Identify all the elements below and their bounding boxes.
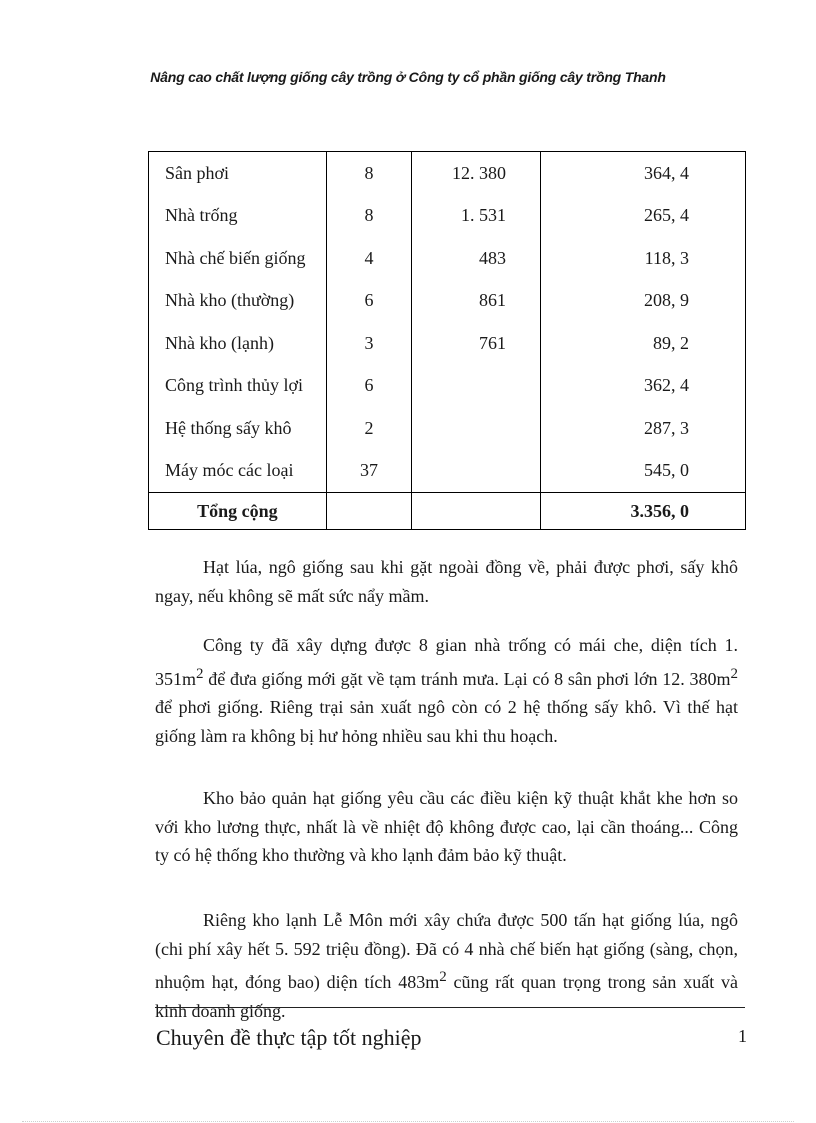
paragraph-cold-storage-part2: cũng rất quan trọng trong sản xuất và kinh doanh giống. bbox=[155, 972, 738, 1021]
total-row bbox=[149, 493, 746, 530]
superscript: 2 bbox=[196, 665, 204, 682]
area-cell: 761 bbox=[412, 322, 541, 365]
quantity-cell: 37 bbox=[326, 450, 412, 493]
area-cell bbox=[412, 493, 541, 530]
item-cell: Máy móc các loại bbox=[149, 450, 327, 493]
quantity-cell: 6 bbox=[326, 365, 412, 408]
area-cell bbox=[412, 407, 541, 450]
item-cell: Nhà kho (thường) bbox=[149, 280, 327, 323]
value-cell: 208, 9 bbox=[540, 280, 745, 323]
footer-title: Chuyên đề thực tập tốt nghiệp bbox=[156, 1025, 422, 1050]
quantity-cell: 2 bbox=[326, 407, 412, 450]
table-row bbox=[149, 322, 746, 365]
quantity-cell: 6 bbox=[326, 280, 412, 323]
area-cell: 861 bbox=[412, 280, 541, 323]
quantity-cell: 3 bbox=[326, 322, 412, 365]
item-cell: Nhà trống bbox=[149, 195, 327, 238]
paragraph-cold-storage-part1: Riêng kho lạnh Lễ Môn mới xây chứa được 500 tấn hạt giống lúa, ngô (chi phí xây hết 5. 592 triệu đồng). Đã có 4 nhà chế biến hạt giống (sàng, chọn, nhuộm hạt, đóng bao) diện tích 483m bbox=[155, 910, 738, 992]
table-row bbox=[149, 365, 746, 408]
area-cell: 1. 531 bbox=[412, 195, 541, 238]
paragraph-storage: Kho bảo quản hạt giống yêu cầu các điều kiện kỹ thuật khắt khe hơn so với kho lương thực, nhất là về nhiệt độ không được cao, lại cần thoáng... Công ty có hệ thống kho thường và kho lạnh đảm bảo kỹ thuật. bbox=[155, 788, 738, 865]
page-edge-dotted-line bbox=[22, 1121, 794, 1122]
asset-table bbox=[148, 151, 746, 530]
value-cell: 265, 4 bbox=[540, 195, 745, 238]
item-cell: Nhà chế biến giống bbox=[149, 237, 327, 280]
table-row bbox=[149, 450, 746, 493]
item-cell: Nhà kho (lạnh) bbox=[149, 322, 327, 365]
item-cell: Sân phơi bbox=[149, 152, 327, 195]
table-row bbox=[149, 152, 746, 195]
value-cell: 287, 3 bbox=[540, 407, 745, 450]
area-cell: 12. 380 bbox=[412, 152, 541, 195]
superscript: 2 bbox=[730, 665, 738, 682]
item-cell: Tổng cộng bbox=[149, 493, 327, 530]
quantity-cell: 4 bbox=[326, 237, 412, 280]
area-cell: 483 bbox=[412, 237, 541, 280]
table-row bbox=[149, 407, 746, 450]
paragraph-facilities-part1: Công ty đã xây dựng được 8 gian nhà trống có mái che, diện tích 1. 351m bbox=[155, 635, 738, 689]
quantity-cell: 8 bbox=[326, 152, 412, 195]
table-row bbox=[149, 237, 746, 280]
quantity-cell: 8 bbox=[326, 195, 412, 238]
area-cell bbox=[412, 450, 541, 493]
item-cell: Hệ thống sấy khô bbox=[149, 407, 327, 450]
page-number: 1 bbox=[738, 1026, 747, 1046]
superscript: 2 bbox=[439, 969, 447, 985]
item-cell: Công trình thủy lợi bbox=[149, 365, 327, 408]
asset-table-body bbox=[149, 152, 746, 530]
footer-divider bbox=[155, 1007, 745, 1008]
value-cell: 545, 0 bbox=[540, 450, 745, 493]
value-cell: 118, 3 bbox=[540, 237, 745, 280]
value-cell: 89, 2 bbox=[540, 322, 745, 365]
running-header: Nâng cao chất lượng giống cây trồng ở Công ty cổ phần giống cây trồng Thanh bbox=[150, 69, 666, 85]
table-row bbox=[149, 195, 746, 238]
paragraph-drying: Hạt lúa, ngô giống sau khi gặt ngoài đồng về, phải được phơi, sấy khô ngay, nếu không sẽ mất sức nẩy mầm. bbox=[155, 557, 738, 606]
paragraph-facilities bbox=[155, 631, 738, 750]
value-cell: 364, 4 bbox=[540, 152, 745, 195]
paragraph-facilities-part2: để đưa giống mới gặt về tạm tránh mưa. Lại có 8 sân phơi lớn 12. 380m bbox=[203, 668, 731, 689]
value-cell: 3.356, 0 bbox=[540, 493, 745, 530]
quantity-cell bbox=[326, 493, 412, 530]
paragraph-facilities-part3: để phơi giống. Riêng trại sản xuất ngô còn có 2 hệ thống sấy khô. Vì thế hạt giống làm ra không bị hư hỏng nhiều sau khi thu hoạch. bbox=[155, 697, 738, 746]
area-cell bbox=[412, 365, 541, 408]
table-row bbox=[149, 280, 746, 323]
value-cell: 362, 4 bbox=[540, 365, 745, 408]
